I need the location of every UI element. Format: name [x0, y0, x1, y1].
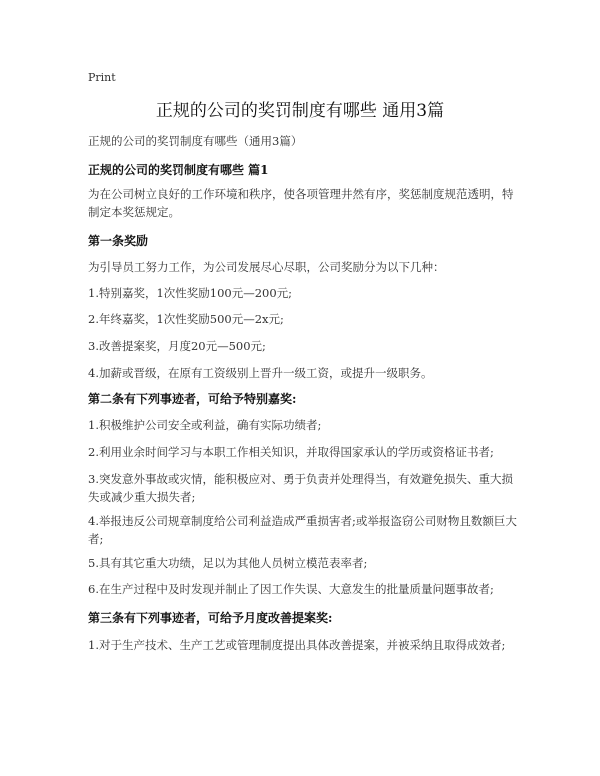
intro-paragraph: 为在公司树立良好的工作环境和秩序，使各项管理井然有序，奖惩制度规范透明，特制定本奖惩规定。: [88, 187, 514, 219]
article2-item: 1.积极维护公司安全或利益，确有实际功绩者;: [88, 418, 322, 432]
article2-heading: 第二条有下列事迹者，可给予特别嘉奖:: [88, 392, 297, 406]
section-title: 正规的公司的奖罚制度有哪些 篇1: [88, 163, 269, 177]
article2-item: 4.举报违反公司规章制度给公司利益造成严重损害者;或举报盗窃公司财物且数额巨大者;: [88, 514, 517, 546]
article2-item: 2.利用业余时间学习与本职工作相关知识，并取得国家承认的学历或资格证书者;: [88, 445, 494, 459]
article1-item: 1.特别嘉奖，1次性奖励100元—200元;: [88, 286, 293, 300]
article2-item: 6.在生产过程中及时发现并制止了因工作失误、大意发生的批量质量问题事故者;: [88, 582, 494, 596]
article1-heading: 第一条奖励: [88, 234, 149, 248]
article1-item: 4.加薪或晋级，在原有工资级别上晋升一级工资，或提升一级职务。: [88, 366, 433, 380]
article3-heading: 第三条有下列事迹者，可给予月度改善提案奖:: [88, 611, 333, 625]
document-title: 正规的公司的奖罚制度有哪些 通用3篇: [155, 101, 445, 121]
article2-item: 5.具有其它重大功绩，足以为其他人员树立模范表率者;: [88, 556, 368, 570]
print-label[interactable]: Print: [88, 71, 116, 84]
article3-item: 1.对于生产技术、生产工艺或管理制度提出具体改善提案，并被采纳且取得成效者;: [88, 638, 506, 652]
document-subtitle: 正规的公司的奖罚制度有哪些（通用3篇）: [88, 134, 303, 148]
article1-lead: 为引导员工努力工作，为公司发展尽心尽职，公司奖励分为以下几种：: [88, 260, 445, 274]
article2-item: 3.突发意外事故或灾情，能积极应对、勇于负责并处理得当，有效避免损失、重大损失或减少重大损失者;: [88, 472, 513, 504]
article1-item: 3.改善提案奖，月度20元—500元;: [88, 339, 266, 353]
article1-item: 2.年终嘉奖，1次性奖励500元—2x元;: [88, 312, 284, 326]
